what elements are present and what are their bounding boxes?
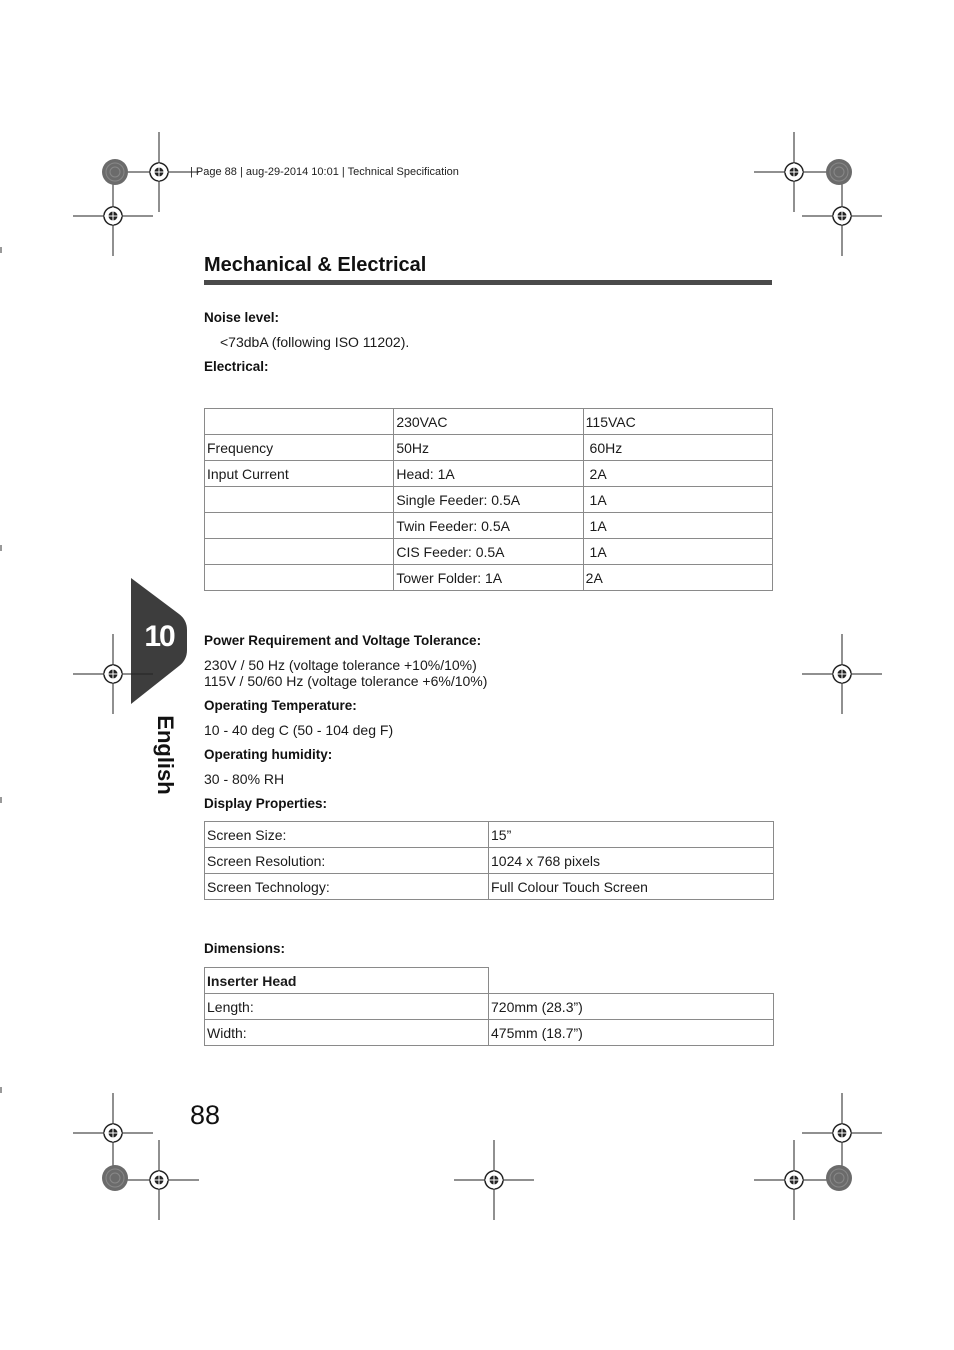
table-row: [205, 994, 774, 1020]
noise-value: <73dbA (following ISO 11202).: [220, 334, 410, 350]
table-cell: Width:: [205, 1020, 489, 1046]
title-rule: [204, 280, 772, 285]
registration-dot-icon: [101, 158, 129, 186]
registration-mark-icon: [802, 176, 882, 256]
humidity-label: Operating humidity:: [204, 747, 333, 762]
display-table: [204, 821, 774, 900]
table-cell: Frequency: [205, 435, 394, 461]
header-slug: | Page 88 | aug-29-2014 10:01 | Technical Specification: [190, 166, 459, 178]
chapter-number: 10: [144, 620, 174, 653]
dimensions-table: [204, 967, 774, 1046]
table-cell: [205, 513, 394, 539]
registration-mark-icon: [802, 634, 882, 714]
table-cell: 60Hz: [583, 435, 772, 461]
table-cell: 475mm (18.7”): [489, 1020, 774, 1046]
noise-label: Noise level:: [204, 310, 280, 325]
display-label: Display Properties:: [204, 796, 328, 811]
power-line-2: 115V / 50/60 Hz (voltage tolerance +6%/10%): [204, 673, 488, 689]
section-title: Mechanical & Electrical: [204, 254, 427, 276]
registration-mark-icon: [454, 1140, 534, 1220]
dimensions-label: Dimensions:: [204, 941, 286, 956]
table-cell: 2A: [583, 461, 772, 487]
table-row: [205, 848, 774, 874]
table-cell: 720mm (28.3”): [489, 994, 774, 1020]
table-cell: Screen Technology:: [205, 874, 489, 900]
registration-dot-icon: [825, 1164, 853, 1192]
table-row: [205, 409, 773, 435]
table-cell: Screen Size:: [205, 822, 489, 848]
table-row: [205, 874, 774, 900]
power-line-1: 230V / 50 Hz (voltage tolerance +10%/10%): [204, 657, 477, 673]
table-cell: 1A: [583, 539, 772, 565]
registration-mark-icon: [754, 1140, 834, 1220]
temperature-label: Operating Temperature:: [204, 698, 357, 713]
page-number: 88: [190, 1100, 221, 1130]
chapter-language: English: [153, 715, 178, 795]
table-cell: Twin Feeder: 0.5A: [394, 513, 583, 539]
humidity-value: 30 - 80% RH: [204, 771, 285, 787]
table-row: [205, 435, 773, 461]
edge-tick: [0, 1087, 2, 1093]
table-cell: 115VAC: [583, 409, 772, 435]
table-heading-cell: Inserter Head: [205, 968, 489, 994]
registration-mark-icon: [73, 634, 153, 714]
registration-dot-icon: [825, 158, 853, 186]
electrical-label: Electrical:: [204, 359, 269, 374]
table-cell: [205, 565, 394, 591]
table-cell: Full Colour Touch Screen: [489, 874, 774, 900]
table-cell: Input Current: [205, 461, 394, 487]
table-cell: 1A: [583, 487, 772, 513]
table-cell: Tower Folder: 1A: [394, 565, 583, 591]
table-row: [205, 565, 773, 591]
table-row: [205, 487, 773, 513]
table-cell: Head: 1A: [394, 461, 583, 487]
table-cell: 1024 x 768 pixels: [489, 848, 774, 874]
table-row: [205, 968, 774, 994]
table-cell: 1A: [583, 513, 772, 539]
table-cell: 15”: [489, 822, 774, 848]
table-cell: [205, 539, 394, 565]
edge-tick: [0, 247, 2, 253]
table-cell: Single Feeder: 0.5A: [394, 487, 583, 513]
table-cell: [205, 487, 394, 513]
temperature-value: 10 - 40 deg C (50 - 104 deg F): [204, 722, 394, 738]
registration-dot-icon: [101, 1164, 129, 1192]
table-cell: Screen Resolution:: [205, 848, 489, 874]
table-row: [205, 513, 773, 539]
edge-tick: [0, 797, 2, 803]
table-cell: Length:: [205, 994, 489, 1020]
registration-mark-icon: [73, 176, 153, 256]
table-cell: CIS Feeder: 0.5A: [394, 539, 583, 565]
edge-tick: [0, 545, 2, 551]
table-empty-cell: [489, 968, 774, 994]
power-label: Power Requirement and Voltage Tolerance:: [204, 633, 482, 648]
table-cell: 230VAC: [394, 409, 583, 435]
table-row: [205, 461, 773, 487]
electrical-table: [204, 408, 773, 591]
table-cell: 50Hz: [394, 435, 583, 461]
table-cell: 2A: [583, 565, 772, 591]
table-row: [205, 822, 774, 848]
table-row: [205, 539, 773, 565]
registration-mark-icon: [119, 1140, 199, 1220]
table-row: [205, 1020, 774, 1046]
table-cell: [205, 409, 394, 435]
